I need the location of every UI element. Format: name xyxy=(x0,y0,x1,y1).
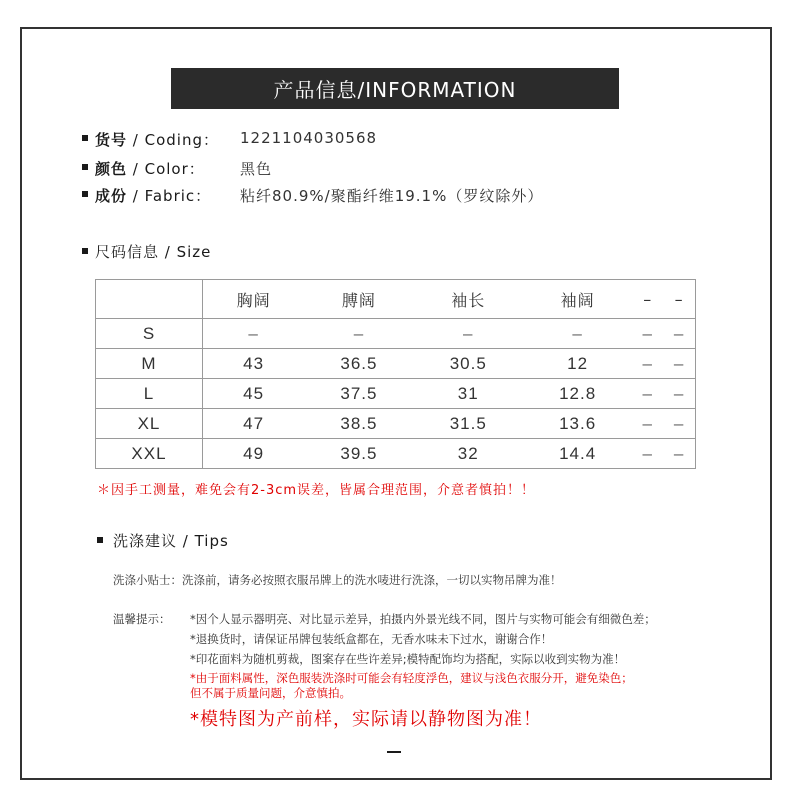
table-cell: – xyxy=(663,409,695,439)
header-cell: 胸阔 xyxy=(203,280,305,319)
table-cell: – xyxy=(663,379,695,409)
page-title xyxy=(171,68,619,109)
table-row xyxy=(96,379,696,409)
tips-heading: 洗涤建议 / Tips xyxy=(113,532,229,550)
final-notice: *模特图为产前样，实际请以静物图为准！ xyxy=(190,709,542,730)
table-cell: 38.5 xyxy=(304,409,413,439)
header-cell: 袖阔 xyxy=(523,280,632,319)
table-cell: – xyxy=(632,379,663,409)
table-cell: 13.6 xyxy=(523,409,632,439)
table-cell: 45 xyxy=(203,379,305,409)
header-cell: 膊阔 xyxy=(304,280,413,319)
table-cell: 30.5 xyxy=(414,349,523,379)
table-row xyxy=(96,319,696,349)
reminder-line: *印花面料为随机剪裁，图案存在些许差异;模特配饰均为搭配，实际以收到实物为准！ xyxy=(190,652,626,666)
size-heading: 尺码信息 / Size xyxy=(95,243,212,261)
size-cell: XXL xyxy=(96,439,203,469)
table-cell: 31.5 xyxy=(414,409,523,439)
table-cell: 36.5 xyxy=(304,349,413,379)
header-cell: 袖长 xyxy=(414,280,523,319)
table-cell: 47 xyxy=(203,409,305,439)
color-label: 颜色 / Color： xyxy=(95,160,205,178)
table-cell: – xyxy=(203,319,305,349)
header-cell: – xyxy=(632,280,663,319)
wash-tip: 洗涤小贴士：洗涤前，请务必按照衣服吊牌上的洗水唛进行洗涤，一切以实物吊牌为准！ xyxy=(113,573,562,587)
size-cell: S xyxy=(96,319,203,349)
color-value: 黑色 xyxy=(240,160,273,178)
reminder-line-red: 但不属于质量问题，介意慎拍。 xyxy=(190,686,351,700)
table-cell: 43 xyxy=(203,349,305,379)
bullet-icon xyxy=(82,191,88,197)
table-cell: – xyxy=(663,439,695,469)
page-title-text: 产品信息/INFORMATION xyxy=(273,78,517,102)
coding-value: 1221104030568 xyxy=(240,129,378,147)
table-row xyxy=(96,439,696,469)
header-cell: – xyxy=(663,280,695,319)
bullet-icon xyxy=(82,135,88,141)
bullet-icon xyxy=(82,164,88,170)
table-cell: 39.5 xyxy=(304,439,413,469)
size-cell: XL xyxy=(96,409,203,439)
size-table xyxy=(95,279,696,469)
end-divider xyxy=(387,751,401,753)
table-cell: – xyxy=(663,319,695,349)
size-cell: M xyxy=(96,349,203,379)
table-cell: 14.4 xyxy=(523,439,632,469)
size-table-header xyxy=(96,280,696,319)
reminder-label: 温馨提示： xyxy=(113,612,171,626)
table-row xyxy=(96,409,696,439)
table-cell: 32 xyxy=(414,439,523,469)
table-cell: 37.5 xyxy=(304,379,413,409)
coding-label: 货号 / Coding： xyxy=(95,131,219,149)
reminder-line: *退换货时，请保证吊牌包装纸盒都在，无香水味未下过水，谢谢合作！ xyxy=(190,632,553,646)
fabric-label: 成份 / Fabric： xyxy=(95,187,212,205)
table-cell: 49 xyxy=(203,439,305,469)
fabric-value: 粘纤80.9%/聚酯纤维19.1%（罗纹除外） xyxy=(240,187,544,205)
size-cell: L xyxy=(96,379,203,409)
table-cell: 12 xyxy=(523,349,632,379)
table-cell: – xyxy=(304,319,413,349)
table-cell: – xyxy=(414,319,523,349)
measurement-warning: ＊因手工测量，难免会有2-3cm误差，皆属合理范围，介意者慎拍！！ xyxy=(97,483,536,498)
table-row xyxy=(96,349,696,379)
table-cell: – xyxy=(523,319,632,349)
table-cell: – xyxy=(632,409,663,439)
reminder-line-red: *由于面料属性，深色服装洗涤时可能会有轻度浮色，建议与浅色衣服分开，避免染色； xyxy=(190,671,633,685)
table-cell: 31 xyxy=(414,379,523,409)
header-cell xyxy=(96,280,203,319)
table-cell: 12.8 xyxy=(523,379,632,409)
bullet-icon xyxy=(97,537,103,543)
bullet-icon xyxy=(82,248,88,254)
table-cell: – xyxy=(632,439,663,469)
reminder-line: *因个人显示器明亮、对比显示差异，拍摄内外景光线不同，图片与实物可能会有细微色差； xyxy=(190,612,656,626)
table-cell: – xyxy=(663,349,695,379)
table-cell: – xyxy=(632,349,663,379)
table-cell: – xyxy=(632,319,663,349)
